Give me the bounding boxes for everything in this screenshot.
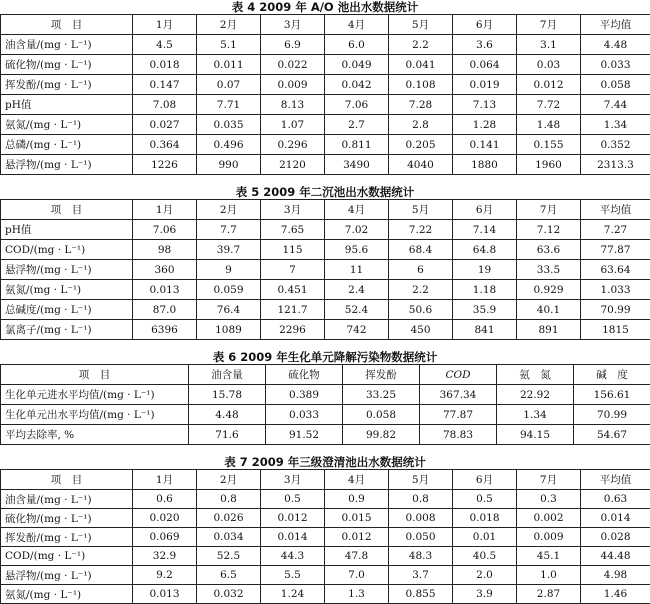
table7-caption: 表 7 2009 年三级澄清池出水数据统计 <box>0 455 650 469</box>
data-cell: 121.7 <box>261 300 325 320</box>
data-cell: 87.0 <box>133 300 197 320</box>
table-row <box>1 385 650 405</box>
data-cell: 0.012 <box>517 75 581 95</box>
table5-caption: 表 5 2009 年二沉池出水数据统计 <box>0 185 650 199</box>
data-cell: 6.0 <box>325 35 389 55</box>
data-cell: 7.72 <box>517 95 581 115</box>
row-label-cell: 总碱度/(mg · L⁻¹) <box>1 300 133 320</box>
table-row <box>1 405 650 425</box>
data-cell: 9 <box>197 260 261 280</box>
table-row <box>1 115 650 135</box>
data-cell: 5.5 <box>261 566 325 585</box>
data-cell: 3.1 <box>517 35 581 55</box>
data-cell: 0.009 <box>261 75 325 95</box>
data-cell: 2.7 <box>325 115 389 135</box>
data-cell: 360 <box>133 260 197 280</box>
data-cell: 0.389 <box>266 385 343 405</box>
data-cell: 3.6 <box>453 35 517 55</box>
data-cell: 2313.3 <box>581 155 650 175</box>
data-cell: 0.855 <box>389 585 453 604</box>
row-label-cell: 生化单元进水平均值/(mg · L⁻¹) <box>1 385 189 405</box>
data-cell: 0.013 <box>133 585 197 604</box>
data-cell: 70.99 <box>581 300 650 320</box>
data-cell: 2296 <box>261 320 325 340</box>
table6-header-cell: 氨 氮 <box>497 365 574 385</box>
data-cell: 44.48 <box>581 547 650 566</box>
data-cell: 1.34 <box>497 405 574 425</box>
data-cell: 7.7 <box>197 220 261 240</box>
data-cell: 1.46 <box>581 585 650 604</box>
row-label-cell: pH值 <box>1 95 133 115</box>
row-label-cell: 悬浮物/(mg · L⁻¹) <box>1 155 133 175</box>
table6-header-cell: 油含量 <box>189 365 266 385</box>
data-cell: 0.141 <box>453 135 517 155</box>
row-label-cell: pH值 <box>1 220 133 240</box>
data-cell: 0.002 <box>517 509 581 528</box>
data-cell: 2.0 <box>453 566 517 585</box>
data-cell: 0.014 <box>581 509 650 528</box>
data-cell: 7.28 <box>389 95 453 115</box>
table-row <box>1 425 650 445</box>
data-cell: 0.020 <box>133 509 197 528</box>
data-cell: 50.6 <box>389 300 453 320</box>
data-cell: 6 <box>389 260 453 280</box>
data-cell: 841 <box>453 320 517 340</box>
table7-header-cell: 项 目 <box>1 470 133 490</box>
data-cell: 2.4 <box>325 280 389 300</box>
row-label-cell: 油含量/(mg · L⁻¹) <box>1 35 133 55</box>
data-cell: 99.82 <box>343 425 420 445</box>
table4-caption: 表 4 2009 年 A/O 池出水数据统计 <box>0 0 650 14</box>
table-row <box>1 240 650 260</box>
data-cell: 1.24 <box>261 585 325 604</box>
data-cell: 63.64 <box>581 260 650 280</box>
data-cell: 7.27 <box>581 220 650 240</box>
row-label-cell: 平均去除率, % <box>1 425 189 445</box>
row-label-cell: 硫化物/(mg · L⁻¹) <box>1 509 133 528</box>
data-cell: 2.8 <box>389 115 453 135</box>
data-cell: 0.012 <box>325 528 389 547</box>
data-cell: 7.06 <box>133 220 197 240</box>
data-cell: 39.7 <box>197 240 261 260</box>
data-cell: 7.12 <box>517 220 581 240</box>
data-cell: 0.03 <box>517 55 581 75</box>
table-row <box>1 585 650 604</box>
data-cell: 52.4 <box>325 300 389 320</box>
data-cell: 71.6 <box>189 425 266 445</box>
table-row <box>1 135 650 155</box>
table-row <box>1 547 650 566</box>
data-cell: 7.0 <box>325 566 389 585</box>
data-cell: 1226 <box>133 155 197 175</box>
data-cell: 4.5 <box>133 35 197 55</box>
data-cell: 77.87 <box>581 240 650 260</box>
table4 <box>0 14 650 175</box>
data-cell: 1.07 <box>261 115 325 135</box>
data-cell: 0.033 <box>266 405 343 425</box>
data-cell: 0.026 <box>197 509 261 528</box>
data-cell: 48.3 <box>389 547 453 566</box>
data-cell: 0.049 <box>325 55 389 75</box>
row-label-cell: 硫化物/(mg · L⁻¹) <box>1 55 133 75</box>
data-cell: 990 <box>197 155 261 175</box>
data-cell: 35.9 <box>453 300 517 320</box>
data-cell: 7.08 <box>133 95 197 115</box>
data-cell: 32.9 <box>133 547 197 566</box>
data-cell: 91.52 <box>266 425 343 445</box>
data-cell: 33.25 <box>343 385 420 405</box>
data-cell: 0.5 <box>261 490 325 509</box>
data-cell: 0.296 <box>261 135 325 155</box>
data-cell: 0.009 <box>517 528 581 547</box>
data-cell: 63.6 <box>517 240 581 260</box>
data-cell: 7 <box>261 260 325 280</box>
table5-header-cell: 项 目 <box>1 200 133 220</box>
row-label-cell: 氨氮/(mg · L⁻¹) <box>1 115 133 135</box>
data-cell: 7.14 <box>453 220 517 240</box>
data-cell: 1.033 <box>581 280 650 300</box>
table5-header-cell: 1月 <box>133 200 197 220</box>
data-cell: 6396 <box>133 320 197 340</box>
data-cell: 6.9 <box>261 35 325 55</box>
data-cell: 7.65 <box>261 220 325 240</box>
data-cell: 0.155 <box>517 135 581 155</box>
row-label-cell: 生化单元出水平均值/(mg · L⁻¹) <box>1 405 189 425</box>
data-cell: 0.9 <box>325 490 389 509</box>
table6-header-cell: 项 目 <box>1 365 189 385</box>
data-cell: 0.3 <box>517 490 581 509</box>
data-cell: 0.033 <box>581 55 650 75</box>
data-cell: 33.5 <box>517 260 581 280</box>
table5-header-cell: 7月 <box>517 200 581 220</box>
data-cell: 0.058 <box>343 405 420 425</box>
table5-header-cell: 2月 <box>197 200 261 220</box>
row-label-cell: COD/(mg · L⁻¹) <box>1 240 133 260</box>
table7-header-cell: 7月 <box>517 470 581 490</box>
data-cell: 19 <box>453 260 517 280</box>
table4-header-cell: 6月 <box>453 15 517 35</box>
data-cell: 0.01 <box>453 528 517 547</box>
table7-header-cell: 平均值 <box>581 470 650 490</box>
data-cell: 0.07 <box>197 75 261 95</box>
data-cell: 156.61 <box>574 385 650 405</box>
data-cell: 3.7 <box>389 566 453 585</box>
data-cell: 1815 <box>581 320 650 340</box>
row-label-cell: 挥发酚/(mg · L⁻¹) <box>1 75 133 95</box>
data-cell: 0.069 <box>133 528 197 547</box>
table6-header-cell: 硫化物 <box>266 365 343 385</box>
table5 <box>0 199 650 340</box>
data-cell: 7.22 <box>389 220 453 240</box>
table7-header-cell: 5月 <box>389 470 453 490</box>
row-label-cell: 氨氮/(mg · L⁻¹) <box>1 280 133 300</box>
table4-header-row <box>1 15 650 35</box>
data-cell: 64.8 <box>453 240 517 260</box>
table7-header-row <box>1 470 650 490</box>
data-cell: 7.44 <box>581 95 650 115</box>
table-row <box>1 155 650 175</box>
data-cell: 7.13 <box>453 95 517 115</box>
table-row <box>1 75 650 95</box>
data-cell: 0.147 <box>133 75 197 95</box>
data-cell: 40.1 <box>517 300 581 320</box>
data-cell: 2.87 <box>517 585 581 604</box>
table-row <box>1 300 650 320</box>
row-label-cell: 悬浮物/(mg · L⁻¹) <box>1 566 133 585</box>
table5-header-row <box>1 200 650 220</box>
table-row <box>1 320 650 340</box>
data-cell: 1089 <box>197 320 261 340</box>
data-cell: 7.02 <box>325 220 389 240</box>
data-cell: 891 <box>517 320 581 340</box>
data-cell: 3490 <box>325 155 389 175</box>
table4-header-cell: 3月 <box>261 15 325 35</box>
table-row <box>1 490 650 509</box>
data-cell: 6.5 <box>197 566 261 585</box>
row-label-cell: 氨氮/(mg · L⁻¹) <box>1 585 133 604</box>
data-cell: 0.63 <box>581 490 650 509</box>
row-label-cell: 总磷/(mg · L⁻¹) <box>1 135 133 155</box>
table5-header-cell: 4月 <box>325 200 389 220</box>
table6-header-cell: 碱 度 <box>574 365 650 385</box>
data-cell: 0.027 <box>133 115 197 135</box>
table4-header-cell: 项 目 <box>1 15 133 35</box>
data-cell: 0.028 <box>581 528 650 547</box>
data-cell: 0.042 <box>325 75 389 95</box>
table7-body <box>1 490 650 604</box>
table7-header-cell: 3月 <box>261 470 325 490</box>
table-row <box>1 35 650 55</box>
data-cell: 0.008 <box>389 509 453 528</box>
data-cell: 0.364 <box>133 135 197 155</box>
table-row <box>1 95 650 115</box>
row-label-cell: 挥发酚/(mg · L⁻¹) <box>1 528 133 547</box>
table6-header-cell: COD <box>420 365 497 385</box>
data-cell: 76.4 <box>197 300 261 320</box>
row-label-cell: 氯离子/(mg · L⁻¹) <box>1 320 133 340</box>
data-cell: 1880 <box>453 155 517 175</box>
data-cell: 9.2 <box>133 566 197 585</box>
table7-header-cell: 6月 <box>453 470 517 490</box>
data-cell: 44.3 <box>261 547 325 566</box>
table5-header-cell: 3月 <box>261 200 325 220</box>
data-cell: 68.4 <box>389 240 453 260</box>
data-cell: 0.012 <box>261 509 325 528</box>
data-cell: 0.059 <box>197 280 261 300</box>
data-cell: 78.83 <box>420 425 497 445</box>
table-row <box>1 55 650 75</box>
data-cell: 8.13 <box>261 95 325 115</box>
data-cell: 15.78 <box>189 385 266 405</box>
data-cell: 0.8 <box>389 490 453 509</box>
table6-body <box>1 385 650 445</box>
table4-header-cell: 1月 <box>133 15 197 35</box>
data-cell: 2120 <box>261 155 325 175</box>
table5-header-cell: 6月 <box>453 200 517 220</box>
table5-header-cell: 平均值 <box>581 200 650 220</box>
data-cell: 45.1 <box>517 547 581 566</box>
data-cell: 22.92 <box>497 385 574 405</box>
data-cell: 450 <box>389 320 453 340</box>
data-cell: 4.48 <box>189 405 266 425</box>
data-cell: 70.99 <box>574 405 650 425</box>
data-cell: 94.15 <box>497 425 574 445</box>
data-cell: 0.352 <box>581 135 650 155</box>
data-cell: 0.108 <box>389 75 453 95</box>
data-cell: 54.67 <box>574 425 650 445</box>
data-cell: 0.015 <box>325 509 389 528</box>
table7-header-cell: 1月 <box>133 470 197 490</box>
data-cell: 4040 <box>389 155 453 175</box>
data-cell: 1.0 <box>517 566 581 585</box>
data-cell: 2.2 <box>389 280 453 300</box>
table5-body <box>1 220 650 340</box>
row-label-cell: 油含量/(mg · L⁻¹) <box>1 490 133 509</box>
data-cell: 0.011 <box>197 55 261 75</box>
data-cell: 98 <box>133 240 197 260</box>
data-cell: 11 <box>325 260 389 280</box>
data-cell: 47.8 <box>325 547 389 566</box>
data-cell: 7.71 <box>197 95 261 115</box>
data-cell: 1960 <box>517 155 581 175</box>
data-cell: 0.5 <box>453 490 517 509</box>
data-cell: 1.3 <box>325 585 389 604</box>
data-cell: 4.98 <box>581 566 650 585</box>
data-cell: 7.06 <box>325 95 389 115</box>
data-cell: 95.6 <box>325 240 389 260</box>
data-cell: 2.2 <box>389 35 453 55</box>
data-cell: 0.496 <box>197 135 261 155</box>
data-cell: 0.035 <box>197 115 261 135</box>
data-cell: 0.014 <box>261 528 325 547</box>
table-row <box>1 509 650 528</box>
table4-header-cell: 2月 <box>197 15 261 35</box>
data-cell: 1.28 <box>453 115 517 135</box>
table4-header-cell: 5月 <box>389 15 453 35</box>
data-cell: 3.9 <box>453 585 517 604</box>
data-cell: 742 <box>325 320 389 340</box>
data-cell: 0.022 <box>261 55 325 75</box>
data-cell: 1.34 <box>581 115 650 135</box>
table-row <box>1 528 650 547</box>
data-cell: 1.18 <box>453 280 517 300</box>
table6-caption: 表 6 2009 年生化单元降解污染物数据统计 <box>0 350 650 364</box>
table-row <box>1 566 650 585</box>
data-cell: 115 <box>261 240 325 260</box>
table-row <box>1 280 650 300</box>
table6-header-cell: 挥发酚 <box>343 365 420 385</box>
data-cell: 0.6 <box>133 490 197 509</box>
table4-header-cell: 4月 <box>325 15 389 35</box>
data-cell: 0.034 <box>197 528 261 547</box>
data-cell: 52.5 <box>197 547 261 566</box>
row-label-cell: 悬浮物/(mg · L⁻¹) <box>1 260 133 280</box>
table7 <box>0 469 650 604</box>
row-label-cell: COD/(mg · L⁻¹) <box>1 547 133 566</box>
data-cell: 0.451 <box>261 280 325 300</box>
table6-header-row <box>1 365 650 385</box>
table4-body <box>1 35 650 175</box>
table-row <box>1 260 650 280</box>
data-cell: 0.8 <box>197 490 261 509</box>
data-cell: 0.050 <box>389 528 453 547</box>
table6 <box>0 364 650 445</box>
data-cell: 0.019 <box>453 75 517 95</box>
data-cell: 0.064 <box>453 55 517 75</box>
data-cell: 4.48 <box>581 35 650 55</box>
data-cell: 0.013 <box>133 280 197 300</box>
data-cell: 5.1 <box>197 35 261 55</box>
data-cell: 367.34 <box>420 385 497 405</box>
data-cell: 0.205 <box>389 135 453 155</box>
table7-header-cell: 2月 <box>197 470 261 490</box>
data-cell: 1.48 <box>517 115 581 135</box>
data-cell: 0.058 <box>581 75 650 95</box>
data-cell: 0.018 <box>453 509 517 528</box>
table4-header-cell: 7月 <box>517 15 581 35</box>
data-cell: 0.041 <box>389 55 453 75</box>
table4-header-cell: 平均值 <box>581 15 650 35</box>
table5-header-cell: 5月 <box>389 200 453 220</box>
data-cell: 77.87 <box>420 405 497 425</box>
table7-header-cell: 4月 <box>325 470 389 490</box>
data-cell: 0.032 <box>197 585 261 604</box>
data-cell: 40.5 <box>453 547 517 566</box>
data-cell: 0.929 <box>517 280 581 300</box>
table-row <box>1 220 650 240</box>
data-cell: 0.811 <box>325 135 389 155</box>
data-cell: 0.018 <box>133 55 197 75</box>
